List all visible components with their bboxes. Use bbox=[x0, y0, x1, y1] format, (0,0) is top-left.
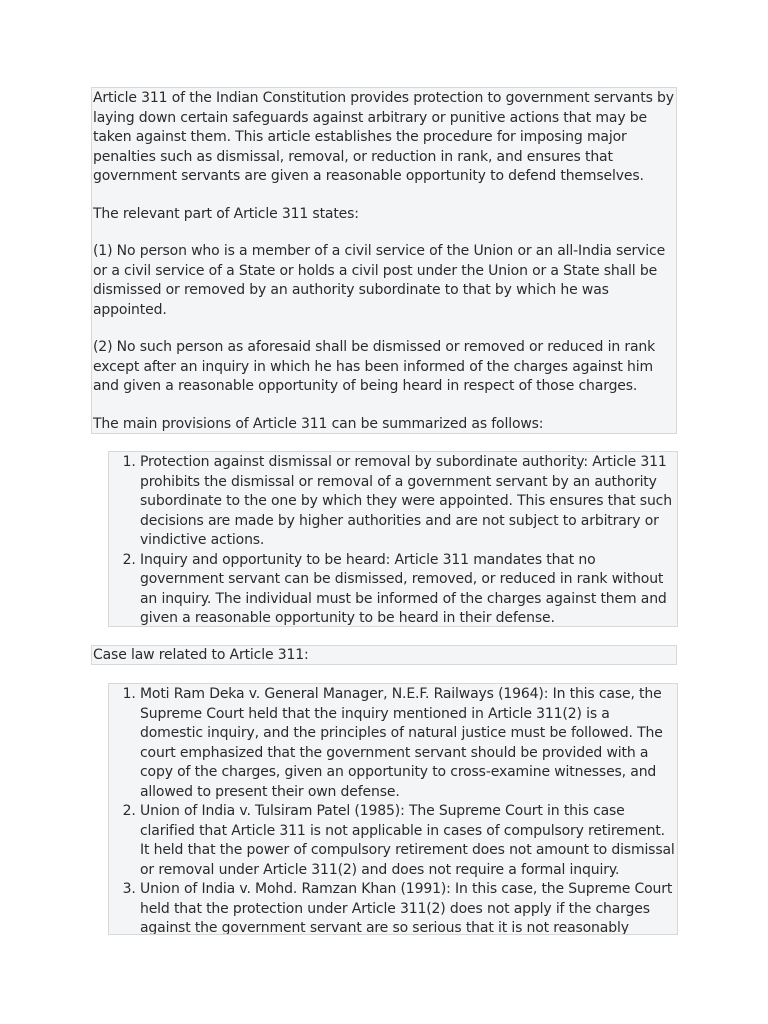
clause-2-paragraph: (2) No such person as aforesaid shall be dismissed or removed or reduced in rank except after an inquiry in which he has been informed of the charges against him and given a reasonable opportunity of being heard in respect of those charges. bbox=[93, 339, 656, 394]
caselaw-list-section bbox=[108, 683, 678, 935]
provisions-list-section bbox=[108, 451, 678, 627]
intro-paragraph: Article 311 of the Indian Constitution provides protection to government servants by laying down certain safeguards against arbitrary or punitive actions that may be taken against them. This article establishes the procedure for imposing major penalties such as dismissal, removal, or reduction in rank, and ensures that government servants are given a reasonable opportunity to defend themselves. bbox=[93, 90, 674, 184]
list-item: 2. Inquiry and opportunity to be heard: Article 311 mandates that no government servant can be dismissed, removed, or reduced in rank without an inquiry. The individual must be informed of the charges against them and given a reasonable opportunity to be heard in their defense. bbox=[140, 551, 675, 629]
clause-1-paragraph: (1) No person who is a member of a civil service of the Union or an all-India service or a civil service of a State or holds a civil post under the Union or a State shall be dismissed or removed by an authority subordinate to that by which he was appointed. bbox=[93, 243, 666, 318]
list-item: 1. Protection against dismissal or removal by subordinate authority: Article 311 prohibits the dismissal or removal of a government servant by an authority subordinate to the one by which they were appointed. This ensures that such decisions are made by higher authorities and are not subject to arbitrary or vindictive actions. bbox=[140, 453, 675, 551]
caselaw-list bbox=[109, 685, 675, 935]
caselaw-heading: Case law related to Article 311: bbox=[91, 645, 677, 665]
list-item: 2. Union of India v. Tulsiram Patel (1985): The Supreme Court in this case clarified that Article 311 is not applicable in cases of compulsory retirement. It held that the power of compulsory retirement does not amount to dismissal or removal under Article 311(2) and does not require a formal inquiry. bbox=[140, 802, 675, 880]
intro-section bbox=[91, 87, 677, 434]
provisions-list bbox=[109, 453, 675, 629]
list-item: 1. Moti Ram Deka v. General Manager, N.E.F. Railways (1964): In this case, the Supreme Court held that the inquiry mentioned in Article 311(2) is a domestic inquiry, and the principles of natural justice must be followed. The court emphasized that the government servant should be provided with a copy of the charges, given an opportunity to cross-examine witnesses, and allowed to present their own defense. bbox=[140, 685, 675, 802]
list-item: 3. Union of India v. Mohd. Ramzan Khan (1991): In this case, the Supreme Court held that the protection under Article 311(2) does not apply if the charges against the government servant are so serious that it is not reasonably bbox=[140, 880, 675, 935]
relevant-part-paragraph: The relevant part of Article 311 states: bbox=[93, 205, 359, 222]
summary-lead-paragraph: The main provisions of Article 311 can be summarized as follows: bbox=[93, 415, 544, 432]
